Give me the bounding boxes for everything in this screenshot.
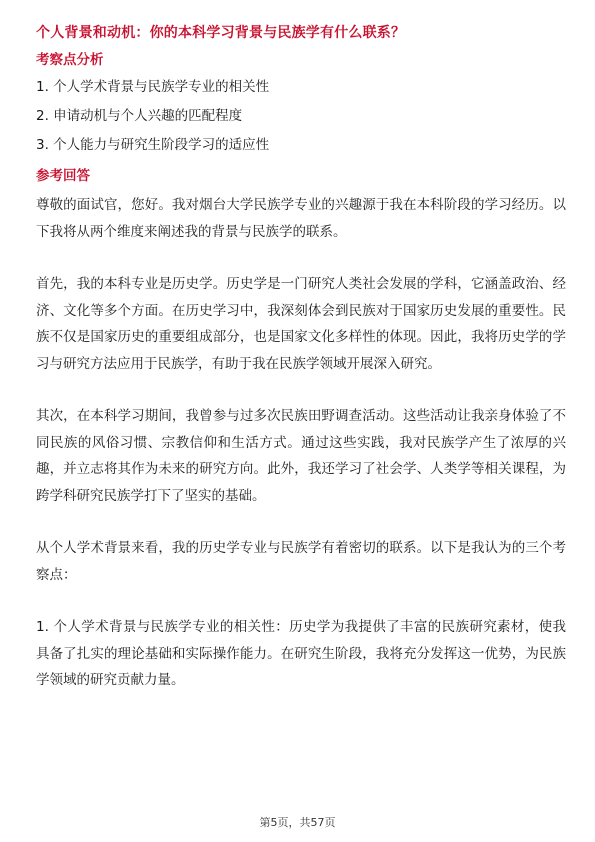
- answer-paragraph-4: 从个人学术背景来看，我的历史学专业与民族学有着密切的联系。以下是我认为的三个考察点：: [36, 540, 566, 583]
- answer-paragraph-3: 其次，在本科学习期间，我曾参与过多次民族田野调查活动。这些活动让我亲身体验了不同民族的风俗习惯、宗教信仰和生活方式。通过这些实践，我对民族学产生了浓厚的兴趣，并立志将其作为未来的研究方向。此外，我还学习了社会学、人类学等相关课程，为跨学科研究民族学打下了坚实的基础。: [36, 408, 566, 504]
- answer-paragraph-2: 首先，我的本科专业是历史学。历史学是一门研究人类社会发展的学科，它涵盖政治、经济、文化等多个方面。在历史学习中，我深刻体会到民族对于国家历史发展的重要性。民族不仅是国家历史的重要组成部分，也是国家文化多样性的体现。因此，我将历史学的学习与研究方法应用于民族学，有助于我在民族学领域开展深入研究。: [36, 276, 566, 372]
- analysis-title: 考察点分析: [36, 52, 104, 68]
- analysis-point-2: 2. 申请动机与个人兴趣的匹配程度: [36, 108, 243, 124]
- analysis-point-1: 1. 个人学术背景与民族学专业的相关性: [36, 79, 270, 95]
- answer-title: 参考回答: [36, 168, 90, 184]
- answer-paragraph-5: 1. 个人学术背景与民族学专业的相关性：历史学为我提供了丰富的民族研究素材，使我具备了扎实的理论基础和实际操作能力。在研究生阶段，我将充分发挥这一优势，为民族学领域的研究贡献力量。: [36, 619, 566, 688]
- answer-paragraph-1: 尊敬的面试官，您好。我对烟台大学民族学专业的兴趣源于我在本科阶段的学习经历。以下我将从两个维度来阐述我的背景与民族学的联系。: [36, 197, 566, 240]
- question-heading: 个人背景和动机：你的本科学习背景与民族学有什么联系？: [36, 25, 406, 41]
- analysis-point-3: 3. 个人能力与研究生阶段学习的适应性: [36, 137, 270, 153]
- page-number: 第5页，共57页: [259, 816, 336, 829]
- page-content: [36, 22, 566, 720]
